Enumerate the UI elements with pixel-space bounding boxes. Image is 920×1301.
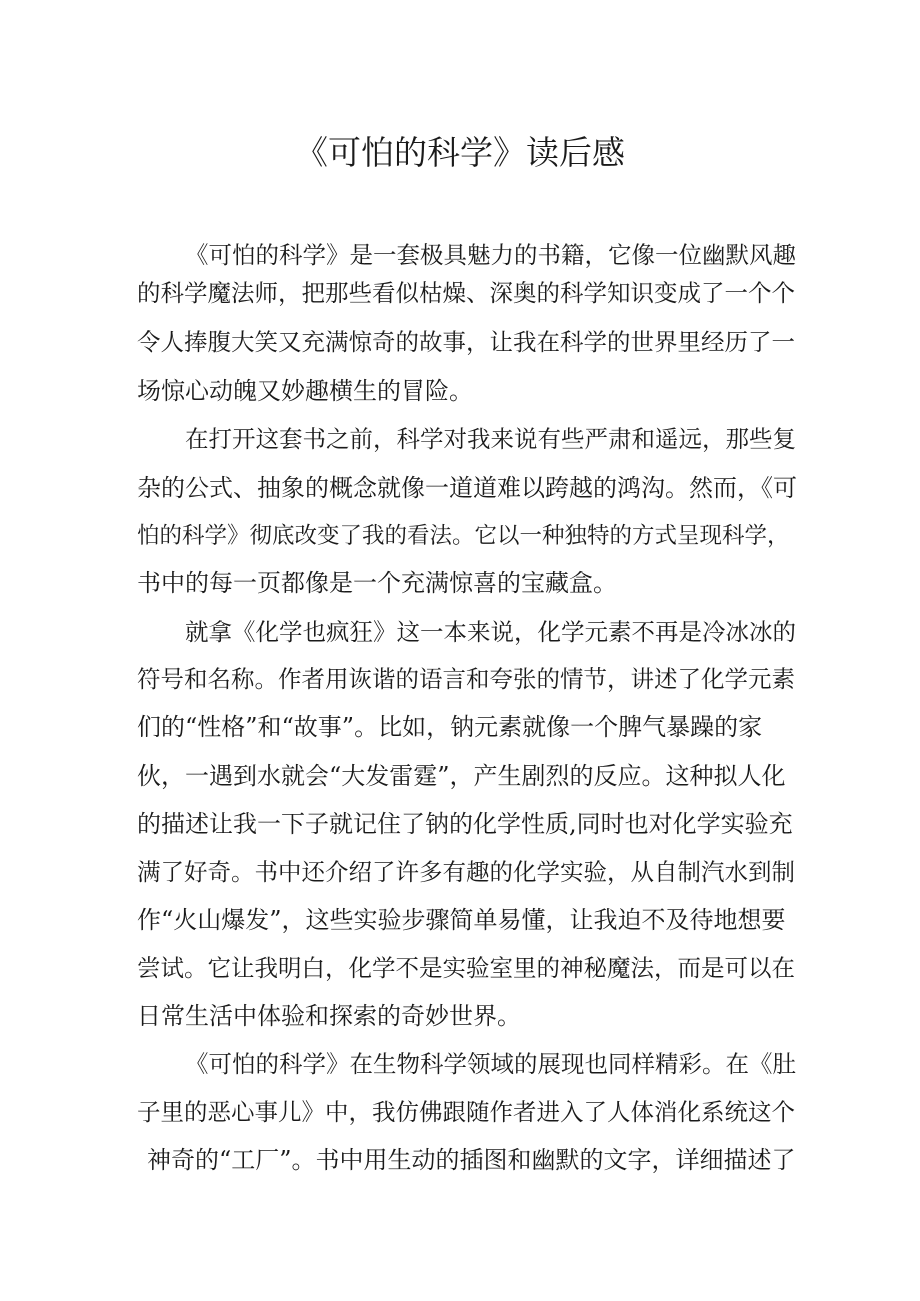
text-line: 符号和名称。作者用诙谐的语言和夸张的情节，讲述了化学元素 (137, 665, 795, 693)
text-line: 的科学魔法师，把那些看似枯燥、深奥的科学知识变成了一个个 (137, 279, 795, 307)
text-line: 就拿《化学也疯狂》这一本来说，化学元素不再是冷冰冰的 (185, 618, 796, 646)
text-line: 场惊心动魄又妙趣横生的冒险。 (137, 377, 473, 405)
text-line: 伙，一遇到水就会“大发雷霆”，产生剧烈的反应。这种拟人化 (137, 762, 786, 790)
text-line: 在打开这套书之前，科学对我来说有些严肃和遥远，那些复 (185, 425, 796, 453)
text-line: 满了好奇。书中还介绍了许多有趣的化学实验，从自制汽水到制 (137, 858, 795, 886)
text-line: 《可怕的科学》是一套极具魅力的书籍，它像一位幽默风趣 (185, 241, 796, 269)
text-line: 日常生活中体验和探索的奇妙世界。 (137, 1002, 521, 1030)
text-line: 的描述让我一下子就记住了钠的化学性质,同时也对化学实验充 (137, 810, 793, 838)
text-line: 作“火山爆发”，这些实验步骤简单易懂，让我迫不及待地想要 (137, 906, 786, 934)
text-line: 《可怕的科学》在生物科学领域的展现也同样精彩。在《肚 (185, 1050, 796, 1078)
text-line: 子里的恶心事儿》中，我仿佛跟随作者进入了人体消化系统这个 (137, 1098, 795, 1126)
document-title: 《可怕的科学》读后感 (295, 133, 625, 172)
text-line: 尝试。它让我明白，化学不是实验室里的神秘魔法，而是可以在 (137, 954, 795, 982)
text-line: 令人捧腹大笑又充满惊奇的故事，让我在科学的世界里经历了一 (137, 328, 795, 356)
text-line: 们的“性格”和“故事”。比如，钠元素就像一个脾气暴躁的家 (137, 713, 763, 741)
text-line: 神奇的“工厂”。书中用生动的插图和幽默的文字，详细描述了 (147, 1146, 796, 1174)
text-line: 杂的公式、抽象的概念就像一道道难以跨越的鸿沟。然而，《可 (137, 474, 797, 502)
text-line: 书中的每一页都像是一个充满惊喜的宝藏盒。 (137, 569, 617, 597)
text-line: 怕的科学》彻底改变了我的看法。它以一种独特的方式呈现科学， (137, 523, 790, 549)
